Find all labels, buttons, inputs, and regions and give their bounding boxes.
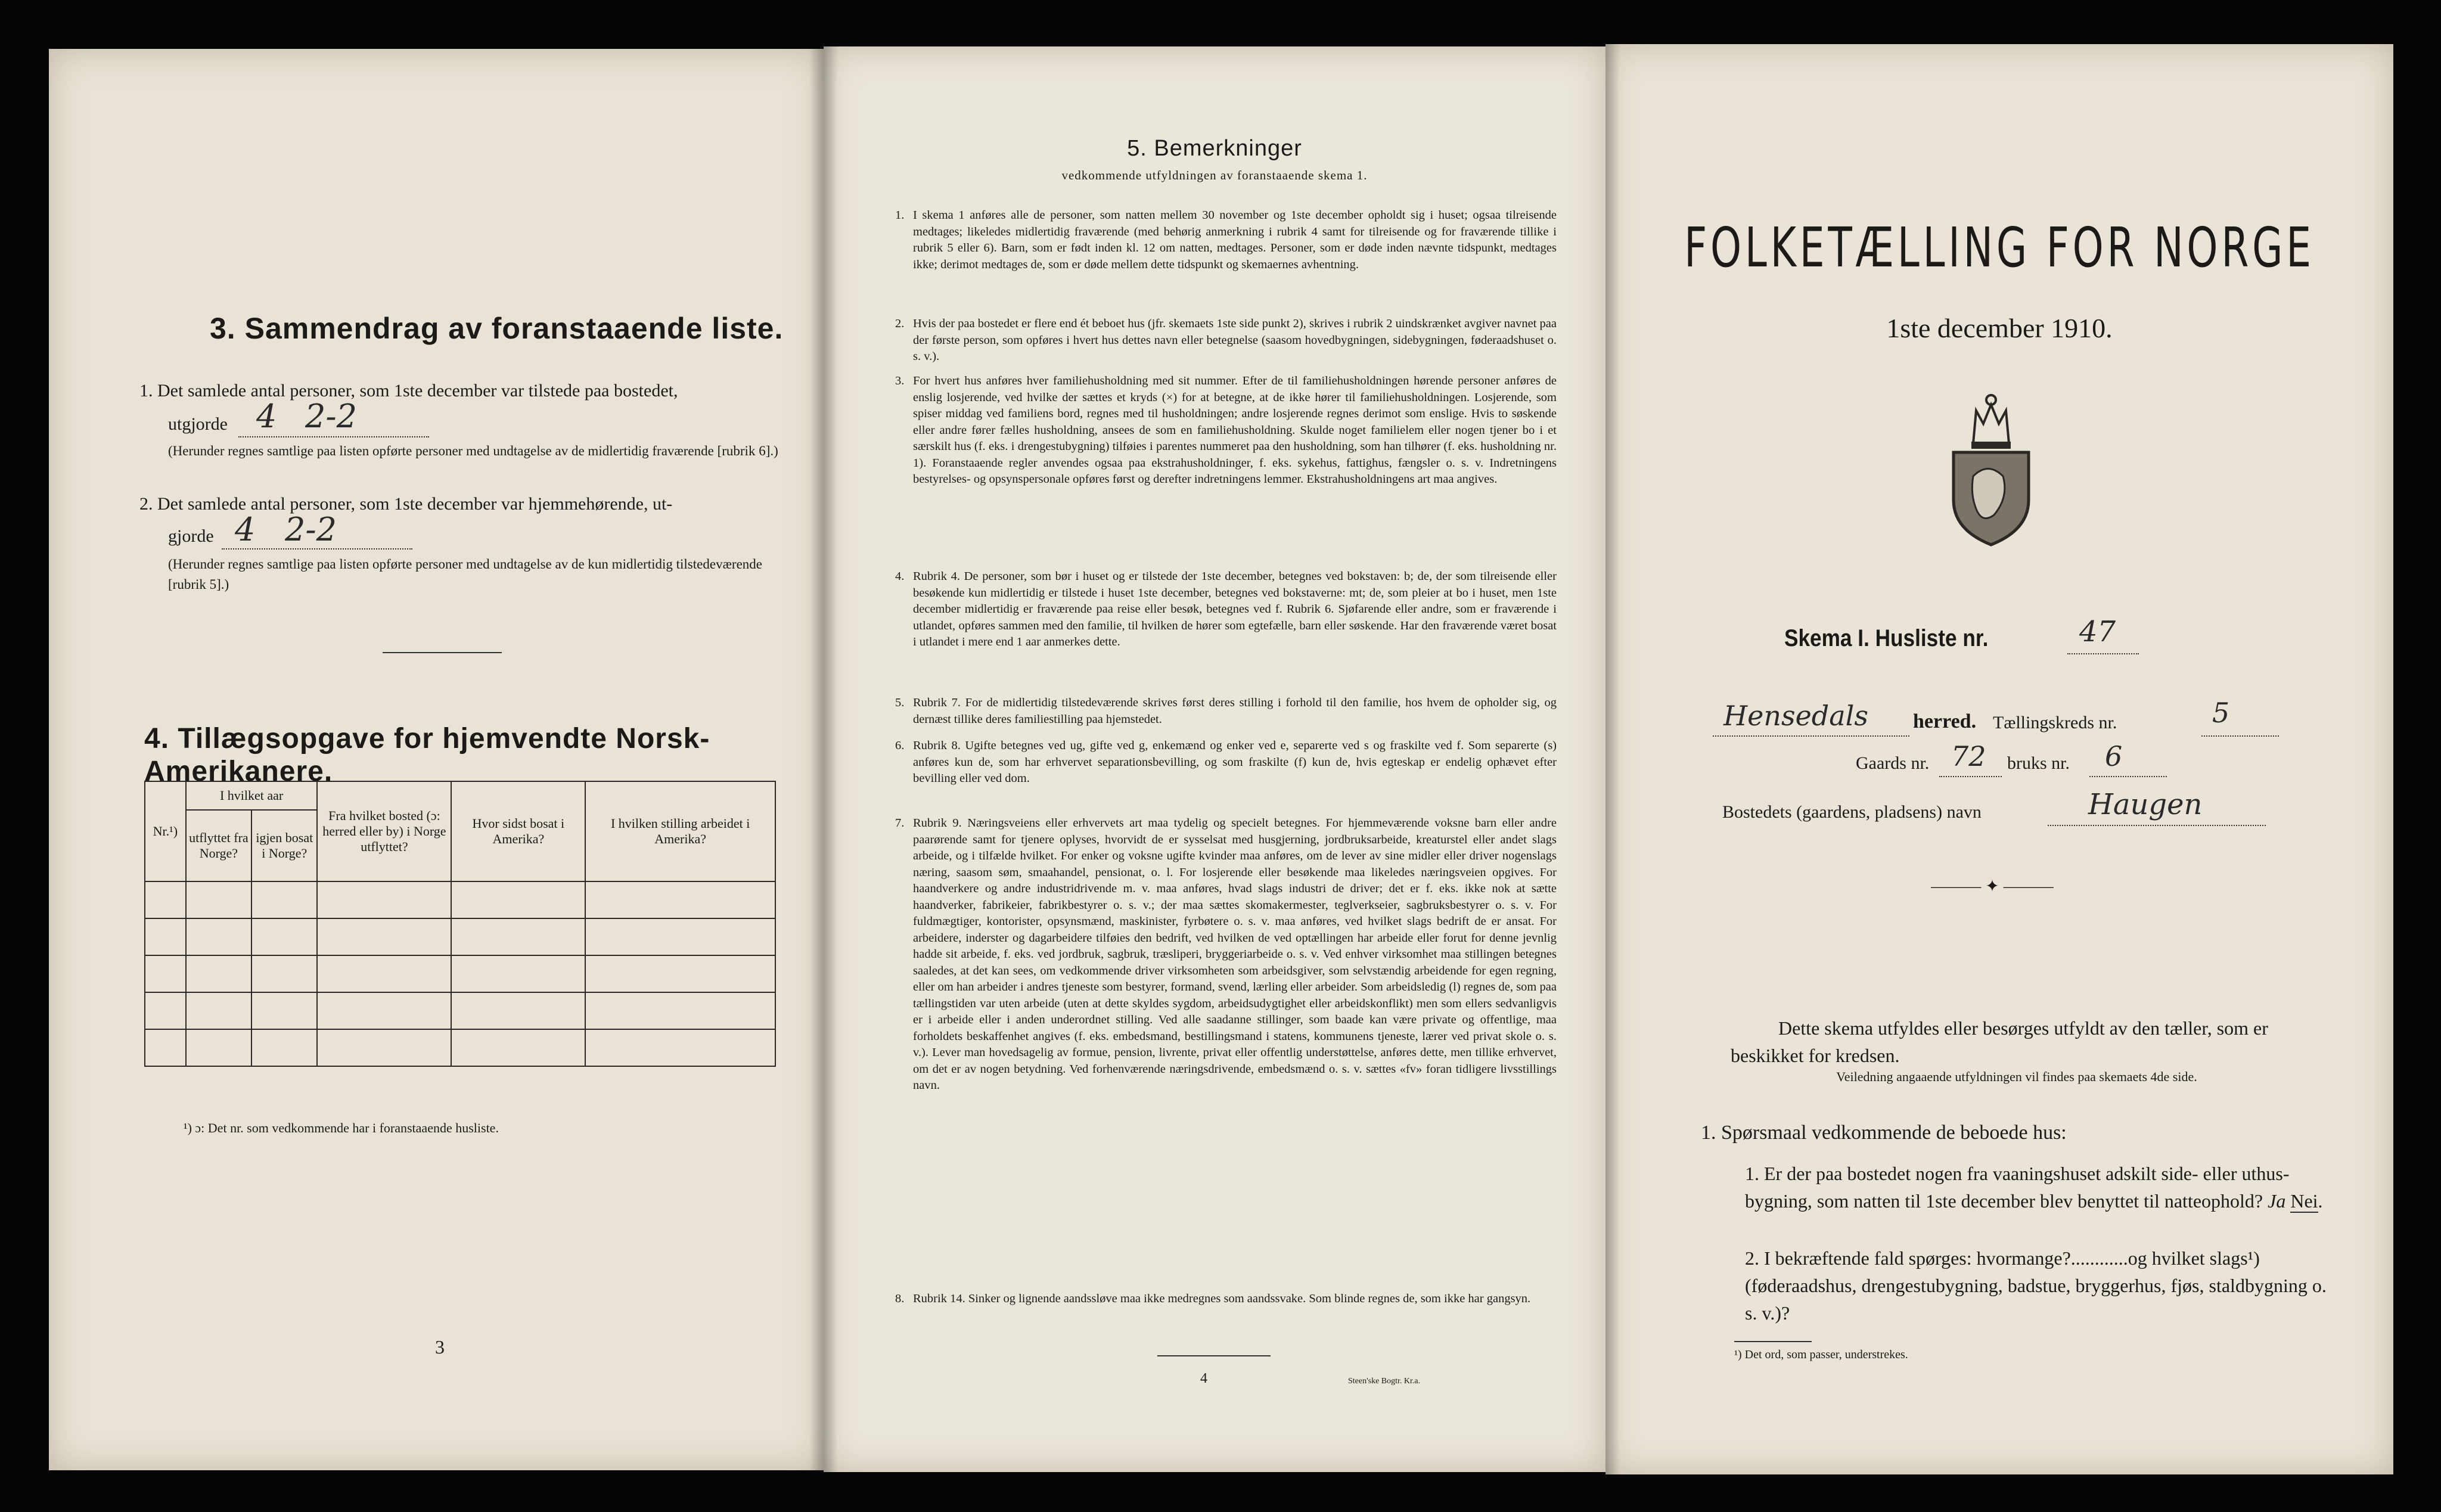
section3-q1-prefix: utgjorde — [168, 414, 228, 434]
question-section-title: 1. Spørsmaal vedkommende de beboede hus: — [1701, 1122, 2067, 1144]
herred-line — [1713, 735, 1909, 737]
schema-label: Skema I. Husliste nr. — [1784, 625, 1989, 651]
footnote-divider — [1734, 1341, 1812, 1342]
instruction-text: Dette skema utfyldes eller besørges utfyldt av den tæller, som er beskikket for kredsen. — [1731, 1017, 2268, 1066]
remarks-subtitle: vedkommende utfyldningen av foranstaaende skema 1. — [1061, 168, 1368, 182]
page-middle — [824, 46, 1605, 1472]
kreds-value: 5 — [2212, 697, 2230, 729]
q1-fill-line — [238, 436, 429, 437]
table-row — [145, 955, 775, 992]
divider — [383, 652, 502, 653]
norsk-amerikanere-table — [144, 781, 776, 1067]
section3-q2-text: 2. Det samlede antal personer, som 1ste december var hjemmehørende, ut- — [139, 494, 673, 514]
schema-number-line — [2067, 653, 2139, 654]
q2-fill-line — [222, 548, 412, 549]
gaards-value: 72 — [1951, 740, 1986, 772]
form-date: 1ste december 1910. — [1886, 313, 2113, 343]
header-occupation: I hvilken stilling arbeidet i Amerika? — [585, 781, 775, 881]
section3-q1-value2: 2-2 — [305, 398, 357, 435]
table-row — [145, 992, 775, 1029]
remark-item-5: 5. Rubrik 7. For de midlertidig tilstedeværende skrives først deres stilling i forhold til den familie, hos hvem de opholder sig, og dernæst tillike deres familiestilling paa hjemstedet. — [895, 696, 1557, 726]
answer-no: Nei — [2290, 1190, 2318, 1212]
remark-item-4: 4. Rubrik 4. De personer, som bør i huset og er tilstede der 1ste december, betegnes ved bokstaven: b; de, der som tilreisende eller besøkende kun midlertidig er tilstede i huset 1ste december, betegnes ved bokstaverne: mt; de, som pleier at bo i huset, men 1ste december midlertidig er fraværende paa reise eller besøk, betegnes ved f. Rubrik 6. Sjøfarende eller andre, som er fraværende i utlandet, opføres sammen med den familie, til hvilken de hører som egtefælle, barn eller søskende. Har den fraværende været bosat i utlandet i mere end 1 aar anmerkes dette. — [895, 570, 1557, 648]
kreds-label: Tællingskreds nr. — [1993, 713, 2117, 732]
section3-q2-value: 4 — [235, 511, 256, 548]
bosted-line — [2048, 825, 2266, 826]
remark-item-6: 6. Rubrik 8. Ugifte betegnes ved ug, gifte ved g, enkemænd og enker ved e, separerte ved s og fraskilte ved f. Som separerte (s) anføres kun de, som har erhvervet separationsbevilling, og som fraskilte (f) kun de, hvis egteskap er endelig ophævet efter bevilling eller ved dom. — [895, 739, 1557, 785]
section4-footnote: ¹) ɔ: Det nr. som vedkommende har i foranstaaende husliste. — [184, 1120, 499, 1135]
coat-of-arms-icon — [1946, 387, 2036, 548]
gaards-label: Gaards nr. — [1856, 753, 1930, 773]
herred-value: Hensedals — [1723, 700, 1868, 732]
question-2: 2. I bekræftende fald spørges: hvormange?............og hvilket slags¹) (føderaadshus, drengestubygning, badstue, bryggerhus, fjøs, staldbygning o. s. v.)? — [1745, 1247, 2327, 1324]
bruks-label: bruks nr. — [2007, 753, 2070, 773]
form-title: FOLKETÆLLING FOR NORGE — [1684, 216, 2315, 280]
bruks-line — [2089, 776, 2167, 777]
herred-label: herred. — [1913, 710, 1977, 732]
remark-item-3: 3. For hvert hus anføres hver familiehusholdning med sit nummer. Efter de til familiehusholdningen hørende personer anføres de enslig losjerende, ved hvilke der sættes et kryds (×) for at betegne, at de ikke hører til familiehusholdningen. Losjerende, som spiser middag ved familiens bord, regnes med til husholdningen; andre losjerende regnes derimot som enslige. Hvis to søskende eller andre fører fælles husholdning, ansees de som en familiehusholdning. Skulde noget familielem eller nogen tjener bo i et særskilt hus (f. eks. i drengestubygning) tilføies i parentes nummeret paa den husholdning, som han tilhører (f. eks. husholdning nr. 1). Foranstaaende regler anvendes ogsaa paa ekstrahusholdninger, f. eks. sykehus, fattighus, fængsler o. s. v. Indretningens bestyrelses- og opsynspersonale opføres først og derefter indretningens lemmer. Ekstrahusholdningens art maa angives. — [895, 374, 1557, 486]
header-nr: Nr.¹) — [145, 781, 186, 881]
bosted-label: Bostedets (gaardens, pladsens) navn — [1722, 802, 1982, 822]
page-number: 3 — [435, 1336, 445, 1358]
page-right — [1605, 44, 2393, 1474]
section3-q2-value2: 2-2 — [285, 511, 337, 548]
header-returned: igjen bosat i Norge? — [251, 810, 317, 881]
section3-q2-note: (Herunder regnes samtlige paa listen opførte personer med undtagelse av de kun midlertidig tilstedeværende [rubrik 5].) — [168, 557, 762, 592]
page-left — [49, 49, 824, 1470]
section3-q1-text: 1. Det samlede antal personer, som 1ste december var tilstede paa bostedet, — [139, 381, 678, 400]
bosted-value: Haugen — [2088, 788, 2203, 821]
header-emigrated: utflyttet fra Norge? — [186, 810, 251, 881]
kreds-line — [2201, 735, 2279, 737]
remarks-title: 5. Bemerkninger — [1127, 136, 1302, 161]
section3-q1-note: (Herunder regnes samtlige paa listen opførte personer med undtagelse av de midlertidig fraværende [rubrik 6].) — [168, 443, 778, 458]
ornament-divider: ——— ✦ ——— — [1931, 877, 2054, 896]
section3-q1-value: 4 — [256, 398, 277, 435]
section3-title: 3. Sammendrag av foranstaaende liste. — [210, 312, 784, 345]
page-number: 4 — [1200, 1371, 1207, 1386]
instruction-small: Veiledning angaaende utfyldningen vil findes paa skemaets 4de side. — [1836, 1069, 2197, 1084]
divider — [1157, 1355, 1271, 1356]
remark-item-1: 1. I skema 1 anføres alle de personer, som natten mellem 30 november og 1ste december opholdt sig i huset; ogsaa tilreisende medtages; likeledes midlertidig fraværende (med behørig anmerkning i rubrik 4 samt for tilreisende og for fraværende tillike i rubrik 5 eller 6). Barn, som er født inden kl. 12 om natten, medtages. Personer, som er døde inden nævnte tidspunkt, medtages ikke; derimot medtages de, som er døde mellem dette tidspunkt og skemaernes avhentning. — [895, 209, 1557, 271]
table-row — [145, 1029, 775, 1066]
answer-yes: Ja — [2268, 1190, 2286, 1212]
page-fold-shadow — [1605, 44, 1620, 1474]
section4-title: 4. Tillægsopgave for hjemvendte Norsk-Amerikanere. — [144, 723, 710, 787]
remark-item-7: 7. Rubrik 9. Næringsveiens eller erhvervets art maa tydelig og specielt betegnes. For hjemmeværende voksne barn eller andre paarørende samt for tjenere oplyses, hvorvidt de er sysselsat med husgjerning, jordbruksarbeide, kreaturstel eller andet slags arbeide, og i tilfælde hvilket. For enker og voksne ugifte kvinder maa anføres, om de lever av sine midler eller driver nogenslags næring, saasom søm, smaahandel, pensionat, o. l. For losjerende eller besøkende maa likeledes næringsveien opgives. For haandverkere og andre industridrivende m. v. maa anføres, hvad slags industri de driver; det er f. eks. ikke nok at sætte haandverker, fabrikeier, fabrikbestyrer o. s. v.; der maa sættes skomakermester, teglverkseier, sagbruksbestyrer o. s. v. For fuldmægtiger, kontorister, opsynsmænd, maskinister, fyrbøtere o. s. v. maa anføres, ved hvilket slags bedrift de er ansat. For arbeidere, inderster og dagarbeidere tilføies den bedrift, ved hvilken de ved optællingen har arbeide eller forut for denne jevnlig hadde sit arbeide, f. eks. ved jordbruk, sagbruk, træsliperi, bryggeriarbeide o. s. v. Ved enhver virksomhet maa stillingen betegnes saaledes, at det kan sees, om vedkommende driver virksomheten som arbeidsgiver, som selvstændig arbeidende for egen regning, eller om han arbeider i andres tjeneste som bestyrer, formand, svend, lærling eller arbeider. Som arbeidsledig (l) regnes de, som paa tællingstiden var uten arbeide (uten at dette skyldes sygdom, arbeidsudygtighet eller arbeidskonflikt) men som ellers sedvanligvis er i arbeide eller i anden underordnet stilling. Ved alle saadanne stillinger, som baade kan være private og offentlige, maa forholdets beskaffenhet angives (f. eks. embedsmand, bestillingsmand i statens, kommunens tjeneste, lærer ved privat skole o. s. v.). Lever man hovedsagelig av formue, pension, livrente, privat eller offentlig understøttelse, anføres dette, men tillike erhvervet, om det er av nogen betydning. Ved forhenværende næringsdrivende, embedsmænd o. s. v. sættes «fv» foran tidligere livsstillings navn. — [895, 816, 1557, 1092]
remark-item-8: 8. Rubrik 14. Sinker og lignende aandssløve maa ikke medregnes som aandssvake. Som blinde regnes de, som ikke har gangsyn. — [895, 1292, 1531, 1305]
bruks-value: 6 — [2105, 740, 2123, 772]
table-row — [145, 918, 775, 955]
table-row — [145, 881, 775, 918]
section3-q2-prefix: gjorde — [168, 526, 214, 546]
question-1: 1. Er der paa bostedet nogen fra vaaningshuset adskilt side- eller uthus-bygning, som natten til 1ste december blev benyttet til natteophold? Ja Nei. — [1745, 1163, 2323, 1212]
printer-mark: Steen'ske Bogtr. Kr.a. — [1348, 1377, 1421, 1386]
schema-number: 47 — [2079, 615, 2116, 648]
page-fold-shadow — [824, 46, 838, 1472]
form-footnote: ¹) Det ord, som passer, understrekes. — [1734, 1348, 1908, 1361]
gaards-line — [1939, 776, 2002, 777]
header-year-group: I hvilket aar — [186, 781, 318, 810]
header-last-residence: Hvor sidst bosat i Amerika? — [451, 781, 585, 881]
header-from-where: Fra hvilket bosted (ɔ: herred eller by) i Norge utflyttet? — [317, 781, 451, 881]
remark-item-2: 2. Hvis der paa bostedet er flere end ét beboet hus (jfr. skemaets 1ste side punkt 2), skrives i rubrik 2 uindskrænket avgiver navnet paa der første person, som opføres i hvert hus dettes navn eller betegnelse (saasom hovedbygningen, sidebygningen, føderaadshuset o. s. v.). — [895, 317, 1557, 363]
